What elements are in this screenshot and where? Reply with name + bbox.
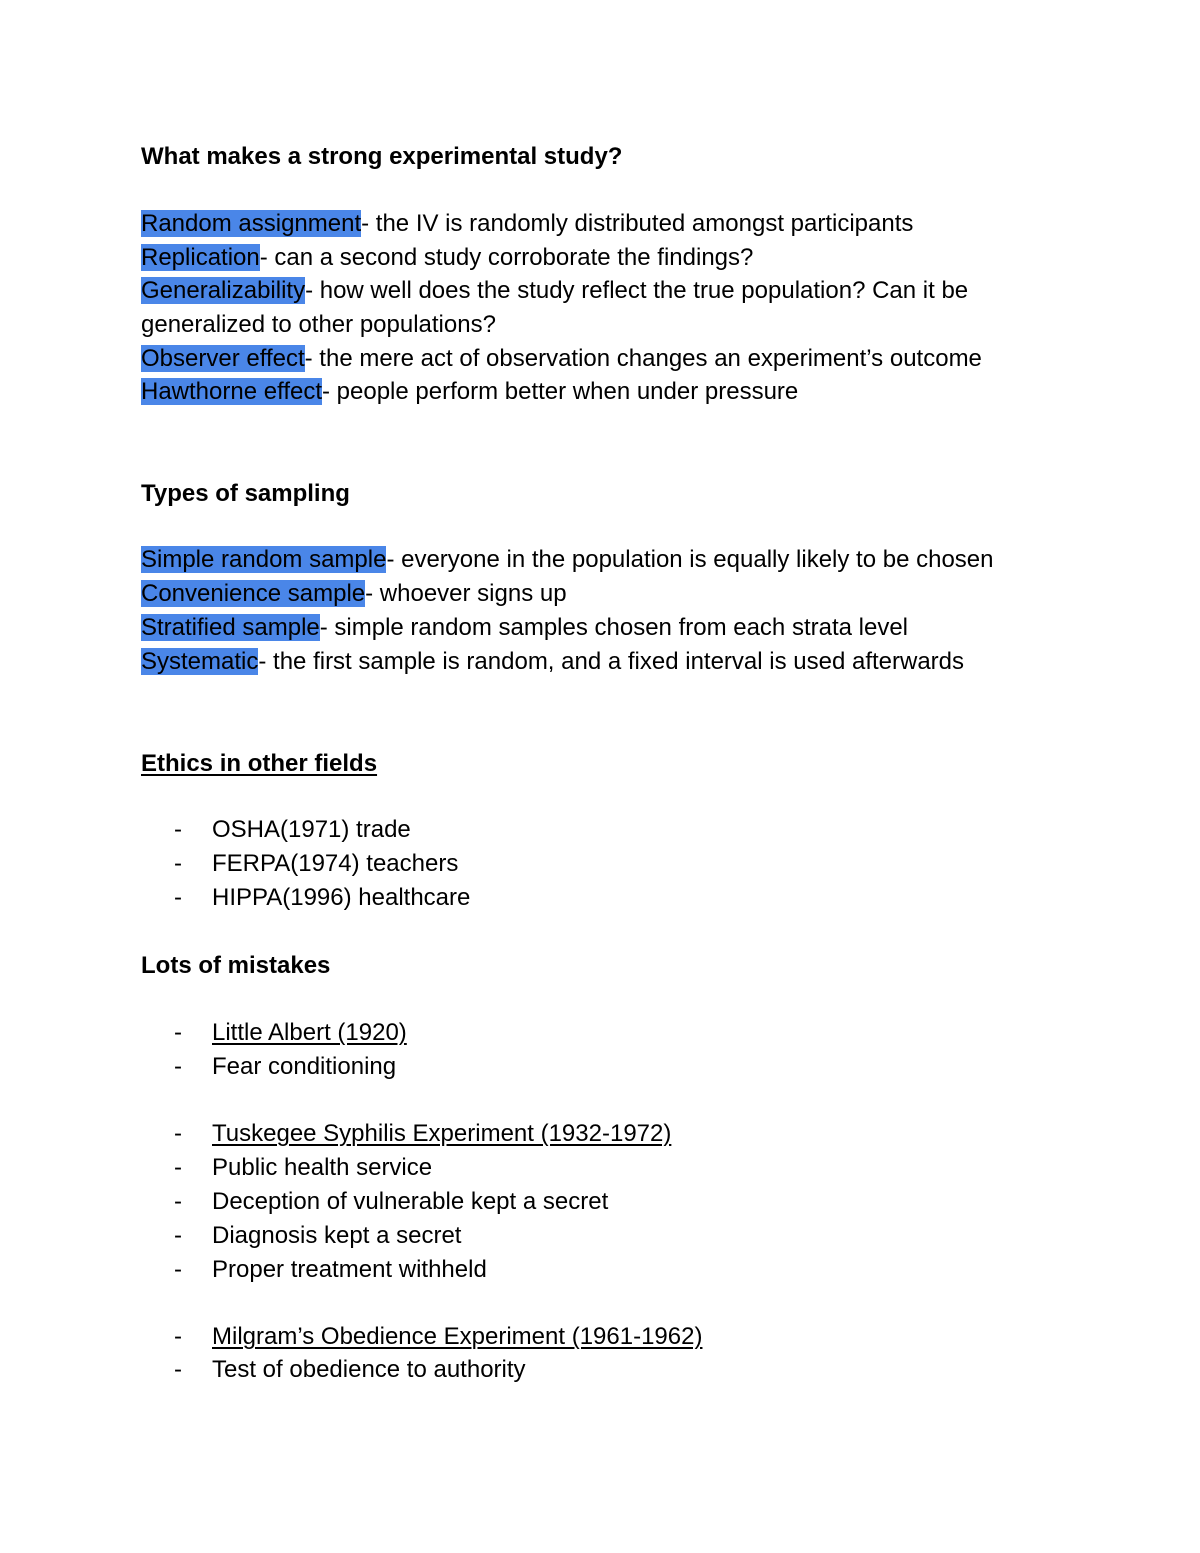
definition-line (141, 342, 982, 376)
highlighted-term: Stratified sample (141, 614, 320, 641)
highlighted-term: Replication (141, 244, 260, 271)
list-item-text: Fear conditioning (212, 1053, 397, 1080)
definition-text: - how well does the study reflect the true population? Can it be (305, 277, 969, 304)
definition-text: - the mere act of observation changes an experiment’s outcome (304, 345, 982, 372)
list-item-text: Public health service (212, 1154, 433, 1181)
list-item (141, 847, 458, 881)
bullet-dash: - (174, 1356, 182, 1383)
definition-text: - people perform better when under pressure (322, 378, 799, 405)
list-item (141, 1185, 608, 1219)
list-item (141, 1050, 396, 1084)
definition-text: - can a second study corroborate the findings? (259, 244, 754, 271)
definition-line (141, 274, 968, 308)
list-item (141, 1320, 702, 1354)
bullet-dash: - (174, 1222, 182, 1249)
heading-lots-of-mistakes: Lots of mistakes (141, 952, 331, 979)
experiment-title: Tuskegee Syphilis Experiment (1932-1972) (212, 1120, 672, 1147)
highlighted-term: Hawthorne effect (141, 378, 322, 405)
list-item-text: Diagnosis kept a secret (212, 1222, 462, 1249)
definition-continuation: generalized to other populations? (141, 311, 496, 338)
list-item (141, 1151, 432, 1185)
bullet-dash: - (174, 884, 182, 911)
heading-experimental-study: What makes a strong experimental study? (141, 143, 623, 170)
bullet-dash: - (174, 850, 182, 877)
list-item-text: Test of obedience to authority (212, 1356, 526, 1383)
list-item (141, 881, 470, 915)
definition-line (141, 577, 567, 611)
definition-text: - the first sample is random, and a fixed interval is used afterwards (258, 648, 965, 675)
heading-types-of-sampling: Types of sampling (141, 480, 350, 507)
definition-line (141, 241, 753, 275)
bullet-dash: - (174, 1323, 182, 1350)
list-item (141, 1253, 487, 1287)
bullet-dash: - (174, 1053, 182, 1080)
list-item (141, 813, 411, 847)
definition-line (141, 611, 908, 645)
definition-line (141, 645, 964, 679)
list-item-text: HIPPA(1996) healthcare (212, 884, 471, 911)
experiment-title: Little Albert (1920) (212, 1019, 407, 1046)
bullet-dash: - (174, 1019, 182, 1046)
highlighted-term: Observer effect (141, 345, 305, 372)
definition-text: - whoever signs up (365, 580, 567, 607)
definition-text: - simple random samples chosen from each strata level (319, 614, 908, 641)
highlighted-term: Random assignment (141, 210, 362, 237)
list-item (141, 1219, 461, 1253)
highlighted-term: Simple random sample (141, 546, 387, 573)
bullet-dash: - (174, 1188, 182, 1215)
definition-line (141, 375, 798, 409)
definition-line (141, 543, 993, 577)
highlighted-term: Generalizability (141, 277, 306, 304)
experiment-title: Milgram’s Obedience Experiment (1961-1962) (212, 1323, 703, 1350)
bullet-dash: - (174, 816, 182, 843)
list-item-text: FERPA(1974) teachers (212, 850, 459, 877)
bullet-dash: - (174, 1120, 182, 1147)
highlighted-term: Systematic (141, 648, 259, 675)
bullet-dash: - (174, 1256, 182, 1283)
heading-ethics-other-fields: Ethics in other fields (141, 750, 378, 777)
highlighted-term: Convenience sample (141, 580, 366, 607)
list-item (141, 1117, 671, 1151)
list-item-text: Deception of vulnerable kept a secret (212, 1188, 609, 1215)
bullet-dash: - (174, 1154, 182, 1181)
list-item-text: OSHA(1971) trade (212, 816, 411, 843)
list-item (141, 1016, 407, 1050)
definition-text: - the IV is randomly distributed amongst participants (361, 210, 914, 237)
definition-line (141, 207, 913, 241)
definition-text: - everyone in the population is equally likely to be chosen (386, 546, 994, 573)
list-item-text: Proper treatment withheld (212, 1256, 487, 1283)
list-item (141, 1353, 526, 1387)
